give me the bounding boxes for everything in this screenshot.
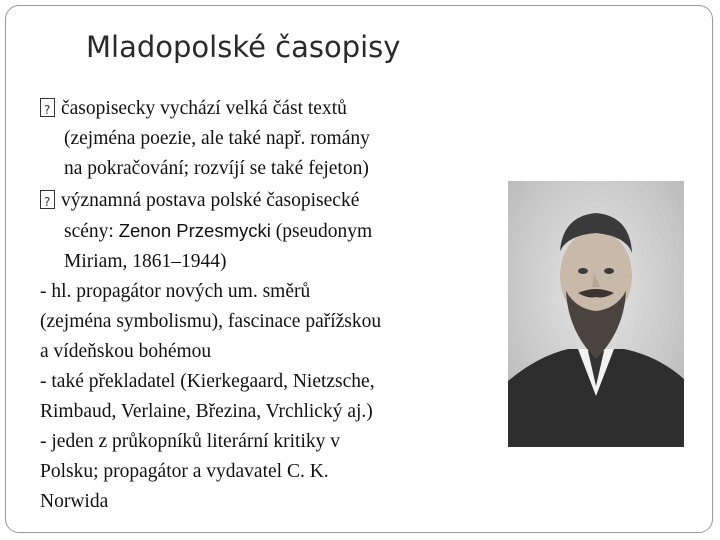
- portrait-photo-icon: [508, 181, 684, 447]
- bullet-line: významná postava polské časopisecké: [61, 190, 360, 211]
- dash-line: Rimbaud, Verlaine, Březina, Vrchlický aj.): [40, 401, 373, 422]
- dash-line: Norwida: [40, 491, 109, 512]
- bullet-line: Miriam, 1861–1944): [64, 251, 227, 272]
- slide-title: Mladopolské časopisy: [86, 30, 401, 64]
- dash-item: [40, 277, 500, 367]
- bullet-text: (pseudonym: [270, 221, 373, 242]
- bullet-item: [40, 94, 500, 184]
- slide-body: [40, 94, 500, 517]
- bullet-line: (zejména poezie, ale také např. romány: [64, 128, 370, 149]
- dash-line: - jeden z průkopníků literární kritiky v: [40, 431, 341, 452]
- bullet-line: časopisecky vychází velká část textů: [61, 98, 347, 119]
- person-name: Zenon Przesmycki: [118, 220, 271, 241]
- bullet-line: na pokračování; rozvíjí se také fejeton): [64, 158, 369, 179]
- dash-line: a vídeňskou bohémou: [40, 341, 212, 362]
- dash-item: [40, 367, 500, 427]
- missing-glyph-icon: [40, 190, 55, 209]
- bullet-item: [40, 186, 500, 277]
- bullet-text: scény:: [64, 221, 119, 242]
- dash-line: Polsku; propagátor a vydavatel C. K.: [40, 461, 329, 482]
- dash-line: - také překladatel (Kierkegaard, Nietzsche,: [40, 371, 375, 392]
- dash-line: - hl. propagátor nových um. směrů: [40, 281, 311, 302]
- missing-glyph-icon: [40, 98, 55, 117]
- slide: [5, 5, 713, 533]
- dash-line: (zejména symbolismu), fascinace pařížskou: [40, 311, 382, 332]
- dash-item: [40, 427, 500, 517]
